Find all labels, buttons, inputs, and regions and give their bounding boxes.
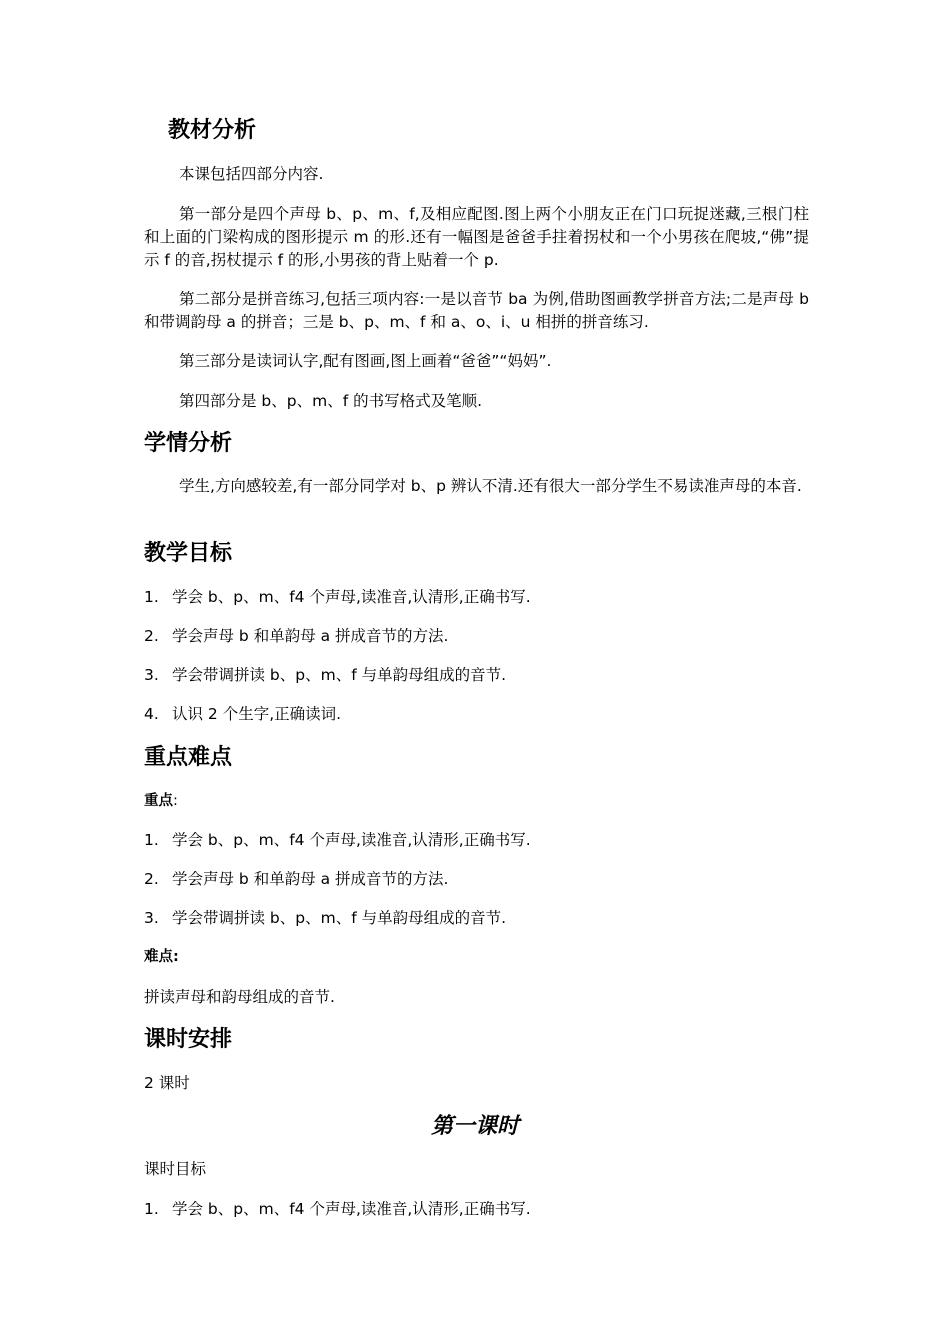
difficult-point-label: 难点: (144, 949, 179, 965)
list-item: 1. 学会 b、p、m、f4 个声母,读准音,认清形,正确书写. (144, 1200, 531, 1218)
heading-schedule: 课时安排 (144, 1027, 233, 1052)
key-point-label: 重点: (144, 793, 178, 809)
list-item: 3. 学会带调拼读 b、p、m、f 与单韵母组成的音节. (144, 666, 507, 684)
paragraph: 第一部分是四个声母 b、p、m、f,及相应配图.图上两个小朋友正在门口玩捉迷藏,三根门柱和上面的门梁构成的图形提示 m 的形.还有一幅图是爸爸手拄着拐杖和一个小男孩在爬坡,“佛”提示 f 的音,拐杖提示 f 的形,小男孩的背上贴着一个 p. (144, 205, 809, 269)
heading-student-analysis: 学情分析 (144, 431, 233, 456)
heading-teaching-goals: 教学目标 (144, 541, 233, 566)
lesson-goals-label: 课时目标 (144, 1160, 207, 1178)
list-item: 3. 学会带调拼读 b、p、m、f 与单韵母组成的音节. (144, 909, 507, 927)
heading-key-points: 重点难点 (144, 745, 233, 770)
list-item: 2. 学会声母 b 和单韵母 a 拼成音节的方法. (144, 627, 449, 645)
paragraph: 拼读声母和韵母组成的音节. (144, 988, 335, 1006)
lesson-title: 第一课时 (430, 1114, 519, 1139)
list-item: 4. 认识 2 个生字,正确读词. (144, 705, 342, 723)
heading-material-analysis: 教材分析 (168, 118, 257, 143)
paragraph: 2 课时 (144, 1074, 190, 1092)
paragraph: 第四部分是 b、p、m、f 的书写格式及笔顺. (179, 392, 483, 410)
paragraph: 学生,方向感较差,有一部分同学对 b、p 辨认不清.还有很大一部分学生不易读准声母的本音. (179, 477, 802, 495)
list-item: 1. 学会 b、p、m、f4 个声母,读准音,认清形,正确书写. (144, 588, 531, 606)
paragraph: 第三部分是读词认字,配有图画,图上画着“爸爸”“妈妈”. (179, 352, 552, 370)
list-item: 2. 学会声母 b 和单韵母 a 拼成音节的方法. (144, 870, 449, 888)
list-item: 1. 学会 b、p、m、f4 个声母,读准音,认清形,正确书写. (144, 831, 531, 849)
paragraph: 本课包括四部分内容. (179, 165, 324, 183)
paragraph: 第二部分是拼音练习,包括三项内容:一是以音节 ba 为例,借助图画教学拼音方法;二是声母 b 和带调韵母 a 的拼音；三是 b、p、m、f 和 a、o、i、u 相拼的拼音练习. (144, 290, 809, 331)
